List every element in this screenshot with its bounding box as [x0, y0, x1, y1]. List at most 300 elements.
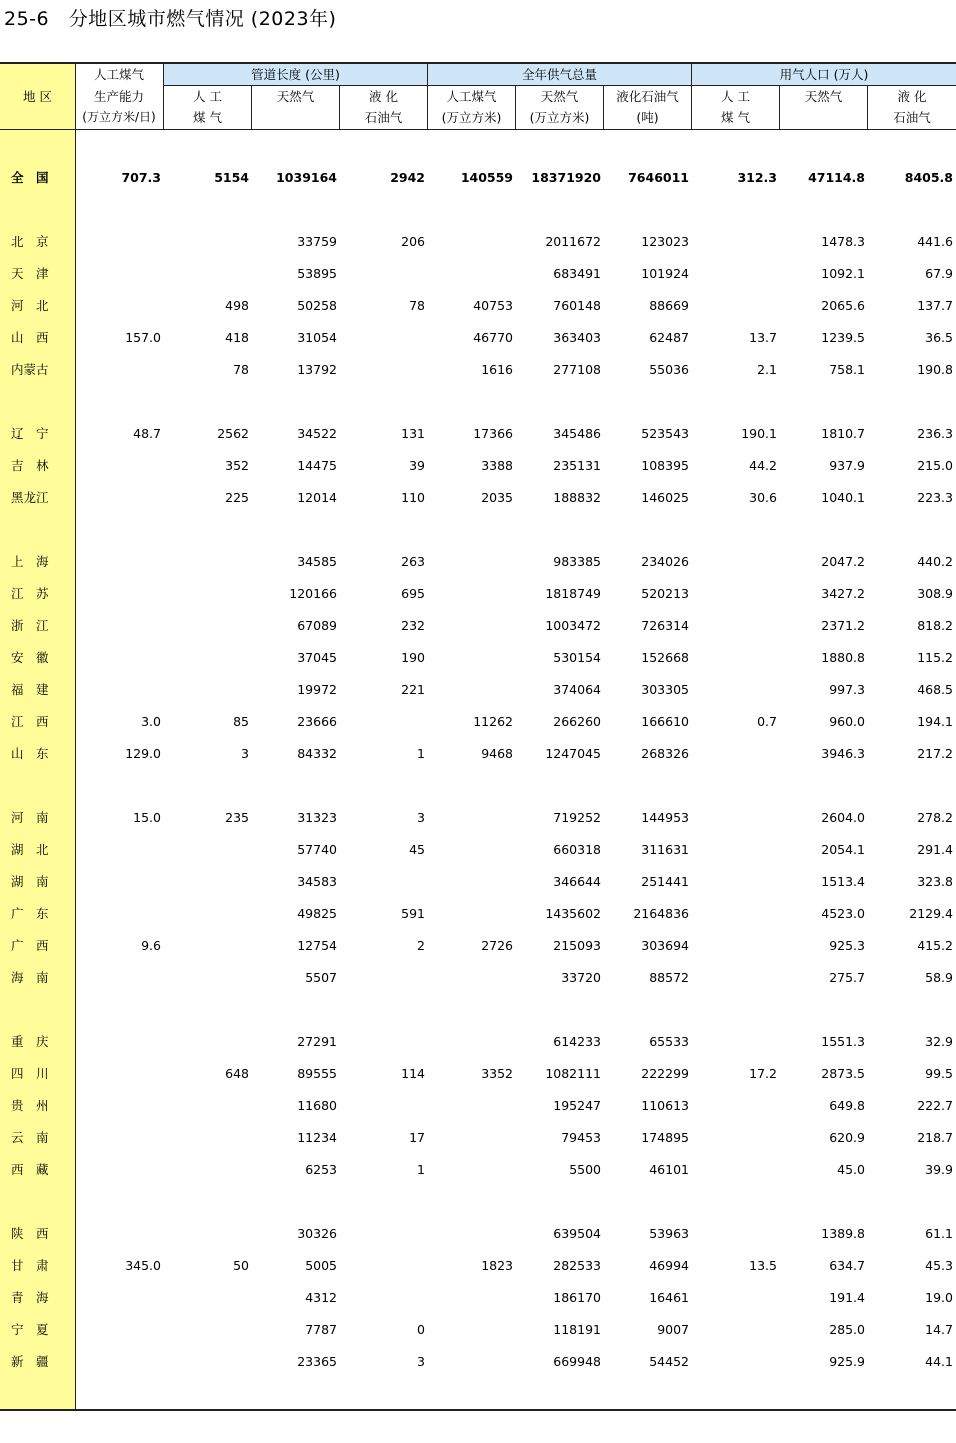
table-cell: 3388: [481, 458, 513, 473]
region-name: 云 南: [11, 1130, 49, 1145]
table-cell: 523543: [641, 426, 689, 441]
table-cell: 15.0: [133, 810, 161, 825]
table-cell: 1513.4: [821, 874, 865, 889]
table-row: [0, 840, 956, 860]
table-row: [0, 1128, 956, 1148]
table-cell: 983385: [553, 554, 601, 569]
header-pipeline-group: 管道长度 (公里): [251, 67, 340, 82]
header-divider: [163, 62, 164, 130]
table-cell: 415.2: [917, 938, 953, 953]
table-cell: 925.9: [829, 1354, 865, 1369]
region-name: 宁 夏: [11, 1322, 49, 1337]
region-name: 新 疆: [11, 1354, 49, 1369]
header-pipeline-artificial-2: 煤 气: [193, 110, 222, 125]
table-cell: 12014: [297, 490, 337, 505]
table-cell: 2942: [390, 170, 425, 185]
table-cell: 1435602: [545, 906, 601, 921]
region-name: 甘 肃: [11, 1258, 49, 1273]
region-name: 湖 北: [11, 842, 49, 857]
header-supply-lpg-2: (吨): [636, 110, 659, 125]
table-cell: 2604.0: [821, 810, 865, 825]
table-row: [0, 616, 956, 636]
table-cell: 1616: [481, 362, 513, 377]
table-row: [0, 1032, 956, 1052]
table-row: [0, 904, 956, 924]
table-row: [0, 1096, 956, 1116]
table-cell: 1823: [481, 1258, 513, 1273]
table-row: [0, 456, 956, 476]
table-cell: 235131: [553, 458, 601, 473]
table-cell: 7787: [305, 1322, 337, 1337]
table-cell: 13.5: [749, 1258, 777, 1273]
table-cell: 2726: [481, 938, 513, 953]
table-cell: 1082111: [545, 1066, 601, 1081]
table-cell: 115.2: [917, 650, 953, 665]
table-row: [0, 872, 956, 892]
table-row: [0, 1160, 956, 1180]
table-cell: 285.0: [829, 1322, 865, 1337]
table-cell: 45: [409, 842, 425, 857]
table-cell: 50258: [297, 298, 337, 313]
table-cell: 157.0: [125, 330, 161, 345]
table-cell: 303694: [641, 938, 689, 953]
table-cell: 17366: [473, 426, 513, 441]
table-cell: 352: [225, 458, 249, 473]
table-cell: 5154: [214, 170, 249, 185]
table-cell: 131: [401, 426, 425, 441]
table-cell: 11680: [297, 1098, 337, 1113]
table-cell: 190.1: [741, 426, 777, 441]
table-cell: 9007: [657, 1322, 689, 1337]
table-cell: 36.5: [925, 330, 953, 345]
header-artificial-capacity-unit: (万立方米/日): [82, 110, 156, 124]
table-cell: 236.3: [917, 426, 953, 441]
table-row: [0, 680, 956, 700]
table-cell: 2.1: [757, 362, 777, 377]
table-cell: 2054.1: [821, 842, 865, 857]
table-cell: 1551.3: [821, 1034, 865, 1049]
table-cell: 16461: [649, 1290, 689, 1305]
header-supply-natural-2: (万立方米): [529, 110, 590, 125]
table-cell: 3352: [481, 1066, 513, 1081]
table-cell: 40753: [473, 298, 513, 313]
header-divider: [427, 62, 428, 130]
table-cell: 2047.2: [821, 554, 865, 569]
region-name: 天 津: [11, 266, 49, 281]
header-supply-lpg-1: 液化石油气: [616, 89, 679, 104]
table-cell: 323.8: [917, 874, 953, 889]
table-cell: 33759: [297, 234, 337, 249]
region-name: 广 西: [11, 938, 49, 953]
table-cell: 278.2: [917, 810, 953, 825]
table-row: [0, 1064, 956, 1084]
region-name: 江 苏: [11, 586, 49, 601]
table-cell: 31323: [297, 810, 337, 825]
table-cell: 79453: [561, 1130, 601, 1145]
group-header-rule: [164, 85, 956, 86]
table-cell: 188832: [553, 490, 601, 505]
region-name: 北 京: [11, 234, 49, 249]
table-cell: 110: [401, 490, 425, 505]
table-cell: 194.1: [917, 714, 953, 729]
table-cell: 53963: [649, 1226, 689, 1241]
table-cell: 39.9: [925, 1162, 953, 1177]
table-cell: 57740: [297, 842, 337, 857]
table-row: [0, 1320, 956, 1340]
table-cell: 58.9: [925, 970, 953, 985]
table-cell: 266260: [553, 714, 601, 729]
table-cell: 2: [417, 938, 425, 953]
table-cell: 89555: [297, 1066, 337, 1081]
region-name: 海 南: [11, 970, 49, 985]
header-pipeline-lpg-1: 液 化: [369, 89, 398, 104]
header-divider: [339, 85, 340, 130]
table-cell: 46994: [649, 1258, 689, 1273]
table-cell: 218.7: [917, 1130, 953, 1145]
table-cell: 1003472: [545, 618, 601, 633]
gas-statistics-table: [0, 62, 956, 1412]
table-row: [0, 1224, 956, 1244]
table-cell: 498: [225, 298, 249, 313]
table-cell: 140559: [460, 170, 513, 185]
table-cell: 67.9: [925, 266, 953, 281]
table-cell: 32.9: [925, 1034, 953, 1049]
table-cell: 78: [233, 362, 249, 377]
table-row: [0, 328, 956, 348]
table-cell: 2035: [481, 490, 513, 505]
table-cell: 660318: [553, 842, 601, 857]
table-cell: 440.2: [917, 554, 953, 569]
table-cell: 960.0: [829, 714, 865, 729]
table-cell: 5005: [305, 1258, 337, 1273]
table-cell: 129.0: [125, 746, 161, 761]
table-row: [0, 968, 956, 988]
table-cell: 11234: [297, 1130, 337, 1145]
table-cell: 234026: [641, 554, 689, 569]
table-row: [0, 360, 956, 380]
table-row: [0, 808, 956, 828]
table-row: [0, 712, 956, 732]
table-row: [0, 232, 956, 252]
table-cell: 166610: [641, 714, 689, 729]
table-cell: 3.0: [141, 714, 161, 729]
table-cell: 23365: [297, 1354, 337, 1369]
table-cell: 9468: [481, 746, 513, 761]
table-cell: 19972: [297, 682, 337, 697]
table-cell: 34522: [297, 426, 337, 441]
header-divider: [691, 62, 692, 130]
header-population-group: 用气人口 (万人): [779, 67, 869, 82]
table-cell: 683491: [553, 266, 601, 281]
table-cell: 46101: [649, 1162, 689, 1177]
table-cell: 152668: [641, 650, 689, 665]
header-pipeline-artificial-1: 人 工: [193, 89, 222, 104]
table-cell: 144953: [641, 810, 689, 825]
table-cell: 65533: [649, 1034, 689, 1049]
table-cell: 5500: [569, 1162, 601, 1177]
header-region: 地 区: [23, 89, 52, 104]
table-row: [0, 424, 956, 444]
table-cell: 468.5: [917, 682, 953, 697]
table-cell: 33720: [561, 970, 601, 985]
table-cell: 215093: [553, 938, 601, 953]
table-cell: 2371.2: [821, 618, 865, 633]
table-cell: 1040.1: [821, 490, 865, 505]
table-cell: 99.5: [925, 1066, 953, 1081]
table-cell: 2164836: [633, 906, 689, 921]
table-cell: 61.1: [925, 1226, 953, 1241]
header-divider: [867, 85, 868, 130]
table-cell: 110613: [641, 1098, 689, 1113]
table-cell: 1818749: [545, 586, 601, 601]
table-cell: 648: [225, 1066, 249, 1081]
table-cell: 925.3: [829, 938, 865, 953]
table-cell: 263: [401, 554, 425, 569]
region-name: 山 西: [11, 330, 49, 345]
table-cell: 268326: [641, 746, 689, 761]
table-cell: 118191: [553, 1322, 601, 1337]
table-cell: 591: [401, 906, 425, 921]
table-cell: 346644: [553, 874, 601, 889]
table-cell: 1810.7: [821, 426, 865, 441]
table-cell: 277108: [553, 362, 601, 377]
region-name: 内蒙古: [11, 362, 49, 377]
table-cell: 30326: [297, 1226, 337, 1241]
table-cell: 221: [401, 682, 425, 697]
table-cell: 18371920: [531, 170, 601, 185]
table-cell: 2129.4: [909, 906, 953, 921]
table-cell: 649.8: [829, 1098, 865, 1113]
table-top-rule: [0, 62, 956, 64]
table-row-total: [0, 168, 956, 188]
table-cell: 2562: [217, 426, 249, 441]
region-name: 四 川: [11, 1066, 49, 1081]
table-cell: 418: [225, 330, 249, 345]
table-row: [0, 744, 956, 764]
table-cell: 222.7: [917, 1098, 953, 1113]
table-cell: 101924: [641, 266, 689, 281]
region-name: 湖 南: [11, 874, 49, 889]
table-cell: 1239.5: [821, 330, 865, 345]
table-row: [0, 1256, 956, 1276]
table-cell: 2065.6: [821, 298, 865, 313]
table-cell: 120166: [289, 586, 337, 601]
table-cell: 5507: [305, 970, 337, 985]
table-cell: 123023: [641, 234, 689, 249]
region-name: 重 庆: [11, 1034, 49, 1049]
table-cell: 1039164: [276, 170, 337, 185]
header-bottom-rule: [0, 129, 956, 130]
table-cell: 84332: [297, 746, 337, 761]
table-cell: 312.3: [737, 170, 777, 185]
table-row: [0, 936, 956, 956]
region-name: 福 建: [11, 682, 49, 697]
table-cell: 14475: [297, 458, 337, 473]
header-population-lpg-2: 石油气: [893, 110, 931, 125]
header-divider: [251, 85, 252, 130]
table-cell: 174895: [641, 1130, 689, 1145]
table-row: [0, 296, 956, 316]
table-cell: 225: [225, 490, 249, 505]
table-cell: 2873.5: [821, 1066, 865, 1081]
table-cell: 45.3: [925, 1258, 953, 1273]
region-name: 河 南: [11, 810, 49, 825]
table-cell: 45.0: [837, 1162, 865, 1177]
region-name: 辽 宁: [11, 426, 49, 441]
table-cell: 614233: [553, 1034, 601, 1049]
table-cell: 3: [417, 810, 425, 825]
header-artificial-capacity-2: 生产能力: [93, 89, 144, 104]
header-population-artificial-2: 煤 气: [721, 110, 750, 125]
table-cell: 206: [401, 234, 425, 249]
header-supply-artificial-1: 人工煤气: [446, 89, 497, 104]
table-cell: 308.9: [917, 586, 953, 601]
region-name: 上 海: [11, 554, 49, 569]
table-cell: 441.6: [917, 234, 953, 249]
table-cell: 634.7: [829, 1258, 865, 1273]
table-cell: 195247: [553, 1098, 601, 1113]
table-cell: 137.7: [917, 298, 953, 313]
table-cell: 374064: [553, 682, 601, 697]
table-cell: 1880.8: [821, 650, 865, 665]
table-cell: 46770: [473, 330, 513, 345]
table-cell: 345486: [553, 426, 601, 441]
table-cell: 1092.1: [821, 266, 865, 281]
table-cell: 17.2: [749, 1066, 777, 1081]
region-name: 贵 州: [11, 1098, 49, 1113]
table-cell: 186170: [553, 1290, 601, 1305]
table-cell: 53895: [297, 266, 337, 281]
table-cell: 12754: [297, 938, 337, 953]
table-cell: 146025: [641, 490, 689, 505]
table-cell: 19.0: [925, 1290, 953, 1305]
table-cell: 3: [241, 746, 249, 761]
table-cell: 275.7: [829, 970, 865, 985]
region-name: 广 东: [11, 906, 49, 921]
table-cell: 88572: [649, 970, 689, 985]
header-divider: [779, 85, 780, 130]
table-cell: 6253: [305, 1162, 337, 1177]
table-cell: 639504: [553, 1226, 601, 1241]
table-cell: 85: [233, 714, 249, 729]
region-name: 吉 林: [11, 458, 49, 473]
table-cell: 30.6: [749, 490, 777, 505]
table-cell: 937.9: [829, 458, 865, 473]
table-row: [0, 584, 956, 604]
region-name: 山 东: [11, 746, 49, 761]
table-cell: 1478.3: [821, 234, 865, 249]
table-cell: 758.1: [829, 362, 865, 377]
table-cell: 88669: [649, 298, 689, 313]
table-row: [0, 488, 956, 508]
table-cell: 13792: [297, 362, 337, 377]
header-population-natural: 天然气: [804, 89, 843, 104]
table-bottom-rule: [0, 1409, 956, 1411]
table-cell: 9.6: [141, 938, 161, 953]
table-cell: 363403: [553, 330, 601, 345]
table-cell: 251441: [641, 874, 689, 889]
table-cell: 282533: [553, 1258, 601, 1273]
header-divider: [515, 85, 516, 130]
table-cell: 11262: [473, 714, 513, 729]
table-cell: 114: [401, 1066, 425, 1081]
table-cell: 50: [233, 1258, 249, 1273]
table-cell: 303305: [641, 682, 689, 697]
table-cell: 0.7: [757, 714, 777, 729]
table-cell: 190: [401, 650, 425, 665]
region-name: 西 藏: [11, 1162, 49, 1177]
table-cell: 44.2: [749, 458, 777, 473]
table-cell: 235: [225, 810, 249, 825]
table-row: [0, 1288, 956, 1308]
table-cell: 31054: [297, 330, 337, 345]
table-cell: 818.2: [917, 618, 953, 633]
table-cell: 23666: [297, 714, 337, 729]
table-cell: 48.7: [133, 426, 161, 441]
table-cell: 55036: [649, 362, 689, 377]
table-cell: 34585: [297, 554, 337, 569]
table-row: [0, 648, 956, 668]
table-cell: 54452: [649, 1354, 689, 1369]
table-cell: 217.2: [917, 746, 953, 761]
table-cell: 345.0: [125, 1258, 161, 1273]
header-pipeline-lpg-2: 石油气: [364, 110, 403, 125]
region-name: 安 徽: [11, 650, 49, 665]
table-row: [0, 264, 956, 284]
table-cell: 520213: [641, 586, 689, 601]
region-name: 陕 西: [11, 1226, 49, 1241]
table-cell: 726314: [641, 618, 689, 633]
table-cell: 37045: [297, 650, 337, 665]
table-cell: 1: [417, 1162, 425, 1177]
region-name: 全 国: [11, 170, 49, 185]
region-name: 黑龙江: [11, 490, 49, 505]
table-cell: 3: [417, 1354, 425, 1369]
table-row: [0, 552, 956, 572]
table-cell: 215.0: [917, 458, 953, 473]
header-artificial-capacity-1: 人工煤气: [93, 67, 144, 82]
table-cell: 17: [409, 1130, 425, 1145]
table-cell: 8405.8: [904, 170, 953, 185]
table-cell: 191.4: [829, 1290, 865, 1305]
table-cell: 47114.8: [808, 170, 865, 185]
region-name: 河 北: [11, 298, 49, 313]
table-cell: 4523.0: [821, 906, 865, 921]
table-cell: 719252: [553, 810, 601, 825]
table-cell: 39: [409, 458, 425, 473]
header-supply-natural-1: 天然气: [540, 89, 579, 104]
table-cell: 997.3: [829, 682, 865, 697]
table-cell: 2011672: [545, 234, 601, 249]
table-cell: 3427.2: [821, 586, 865, 601]
table-cell: 190.8: [917, 362, 953, 377]
table-cell: 4312: [305, 1290, 337, 1305]
table-cell: 695: [401, 586, 425, 601]
table-cell: 27291: [297, 1034, 337, 1049]
table-cell: 78: [409, 298, 425, 313]
table-cell: 62487: [649, 330, 689, 345]
table-cell: 3946.3: [821, 746, 865, 761]
table-cell: 1389.8: [821, 1226, 865, 1241]
header-supply-artificial-2: (万立方米): [441, 110, 502, 125]
table-cell: 14.7: [925, 1322, 953, 1337]
table-cell: 530154: [553, 650, 601, 665]
table-cell: 34583: [297, 874, 337, 889]
table-cell: 67089: [297, 618, 337, 633]
table-cell: 620.9: [829, 1130, 865, 1145]
table-cell: 44.1: [925, 1354, 953, 1369]
table-cell: 707.3: [121, 170, 161, 185]
